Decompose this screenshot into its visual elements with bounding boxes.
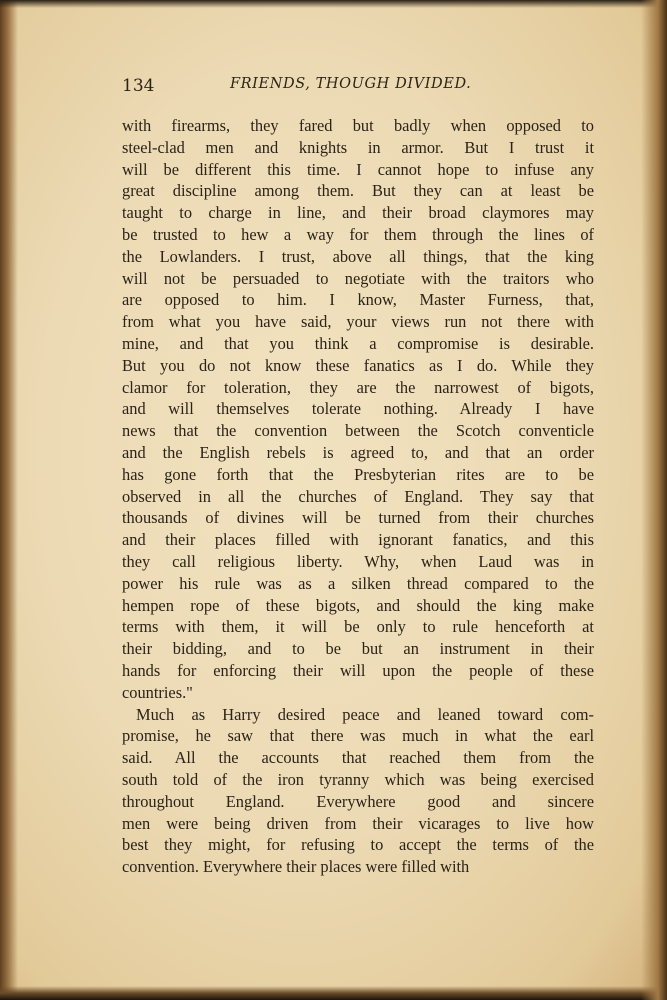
text-line: with firearms, they fared but badly when opposed to xyxy=(122,116,594,135)
text-line: Much as Harry desired peace and leaned toward com- xyxy=(136,704,594,724)
text-line: and the English rebels is agreed to, and that an order xyxy=(122,442,594,462)
text-line: and their places filled with ignorant fanatics, and this xyxy=(122,530,594,550)
text-line: from what you have said, your views run not there with xyxy=(122,312,594,332)
text-line: convention. Everywhere their places were filled with xyxy=(122,857,470,877)
text-line: men were being driven from their vicarages to live how xyxy=(122,813,594,833)
text-line: news that the convention between the Scotch conventicle xyxy=(122,421,594,441)
page-number: 134 xyxy=(122,76,155,96)
text-line: promise, he saw that there was much in what the earl xyxy=(122,726,594,746)
body-text xyxy=(122,115,594,878)
text-line: power his rule was as a silken thread compared to the xyxy=(122,573,594,593)
text-line: has gone forth that the Presbyterian rites are to be xyxy=(122,464,594,484)
text-line: thousands of divines will be turned from their churches xyxy=(122,508,594,528)
page-bottom-edge xyxy=(0,986,667,1000)
text-line: south told of the iron tyranny which was being exercised xyxy=(122,769,594,789)
text-line: throughout England. Everywhere good and sincere xyxy=(122,791,594,811)
text-line: will not be persuaded to negotiate with the traitors who xyxy=(122,268,594,288)
text-line: they call religious liberty. Why, when Laud was in xyxy=(122,551,594,571)
text-line: great discipline among them. But they can at least be xyxy=(122,181,594,201)
text-line: taught to charge in line, and their broad claymores may xyxy=(122,203,594,223)
text-line: will be different this time. I cannot hope to infuse any xyxy=(122,159,594,179)
text-line: best they might, for refusing to accept the terms of the xyxy=(122,835,594,855)
page-top-shadow xyxy=(0,0,667,8)
text-line: mine, and that you think a compromise is desirable. xyxy=(122,333,594,353)
text-line: are opposed to him. I know, Master Furness, that, xyxy=(122,290,594,310)
text-line: countries." xyxy=(122,682,193,702)
text-line: be trusted to hew a way for them through the lines of xyxy=(122,224,594,244)
text-line: terms with them, it will be only to rule henceforth at xyxy=(122,617,594,637)
running-title: FRIENDS, THOUGH DIVIDED. xyxy=(230,76,472,92)
text-line: clamor for toleration, they are the narrowest of bigots, xyxy=(122,377,594,397)
text-line: observed in all the churches of England. They say that xyxy=(122,486,594,506)
text-line: But you do not know these fanatics as I do. While they xyxy=(122,355,594,375)
text-line: hands for enforcing their will upon the people of these xyxy=(122,660,594,680)
text-line: hempen rope of these bigots, and should the king make xyxy=(122,595,594,615)
text-line: their bidding, and to be but an instrument in their xyxy=(122,639,594,659)
text-line: and will themselves tolerate nothing. Already I have xyxy=(122,399,594,419)
paragraph xyxy=(122,704,594,878)
paragraph xyxy=(122,115,594,704)
page-header xyxy=(122,76,594,100)
text-line: the Lowlanders. I trust, above all things, that the king xyxy=(122,246,594,266)
text-line: said. All the accounts that reached them from the xyxy=(122,748,594,768)
text-line: steel-clad men and knights in armor. But I trust it xyxy=(122,137,594,157)
